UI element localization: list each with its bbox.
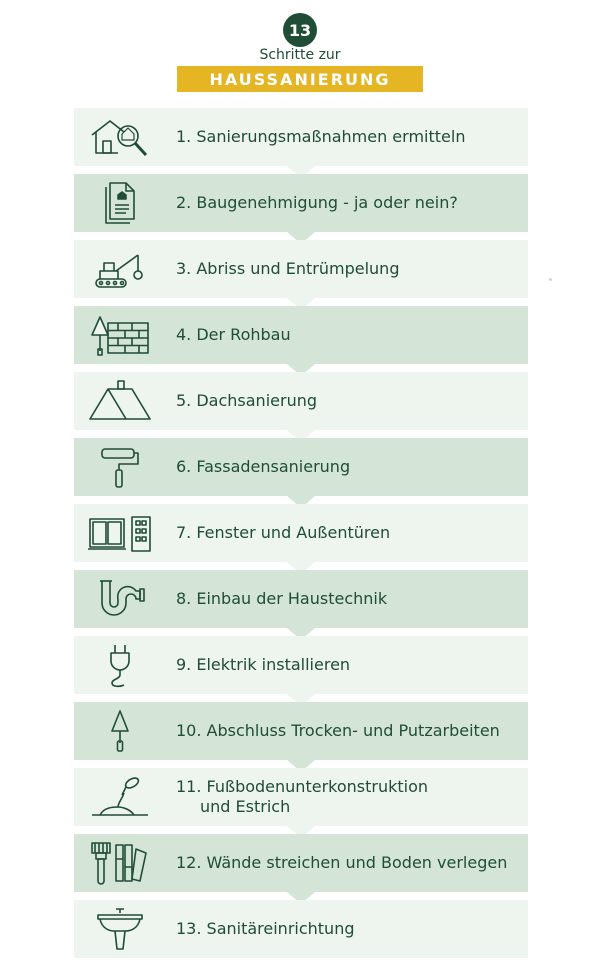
page-title: HAUSSANIERUNG — [209, 69, 391, 89]
step-row — [74, 240, 528, 298]
subtitle: Schritte zur — [259, 47, 341, 63]
step-label: 12. Wände streichen und Boden verlegen — [176, 853, 508, 872]
step-count-badge: 13 — [283, 13, 317, 47]
roof-icon — [74, 372, 166, 430]
step-row — [74, 702, 528, 760]
step-row — [74, 504, 528, 562]
decorative-dot — [549, 278, 552, 281]
washbasin-icon — [74, 900, 166, 958]
step-label: 10. Abschluss Trocken- und Putzarbeiten — [176, 721, 500, 740]
step-label-line1: 11. Fußbodenunterkonstruktion — [176, 777, 429, 796]
brick-wall-trowel-icon — [74, 306, 166, 364]
plug-icon — [74, 636, 166, 694]
step-label: 7. Fenster und Außentüren — [176, 523, 391, 542]
step-row — [74, 636, 528, 694]
step-row — [74, 768, 528, 826]
paint-roller-icon — [74, 438, 166, 496]
step-label: 1. Sanierungsmaßnahmen ermitteln — [176, 127, 466, 146]
step-label: 5. Dachsanierung — [176, 391, 317, 410]
pipe-icon — [74, 570, 166, 628]
documents-icon — [74, 174, 166, 232]
step-label: 4. Der Rohbau — [176, 325, 291, 344]
step-label: 6. Fassadensanierung — [176, 457, 351, 476]
step-row — [74, 900, 528, 958]
house-magnifier-icon — [74, 108, 166, 166]
brush-planks-icon — [74, 834, 166, 892]
step-label: 2. Baugenehmigung - ja oder nein? — [176, 193, 458, 212]
step-label — [166, 777, 428, 817]
window-door-icon — [74, 504, 166, 562]
step-row — [74, 570, 528, 628]
step-row — [74, 438, 528, 496]
step-row — [74, 834, 528, 892]
step-row — [74, 306, 528, 364]
step-label: 8. Einbau der Haustechnik — [176, 589, 388, 608]
title-banner — [177, 66, 423, 92]
step-label: 9. Elektrik installieren — [176, 655, 351, 674]
header — [0, 0, 600, 100]
step-row — [74, 108, 528, 166]
step-label-line2: und Estrich — [200, 797, 291, 816]
step-row — [74, 174, 528, 232]
step-label: 3. Abriss und Entrümpelung — [176, 259, 400, 278]
step-row — [74, 372, 528, 430]
wrecking-machine-icon — [74, 240, 166, 298]
screed-pour-icon — [74, 768, 166, 826]
trowel-icon — [74, 702, 166, 760]
step-label: 13. Sanitäreinrichtung — [176, 919, 355, 938]
